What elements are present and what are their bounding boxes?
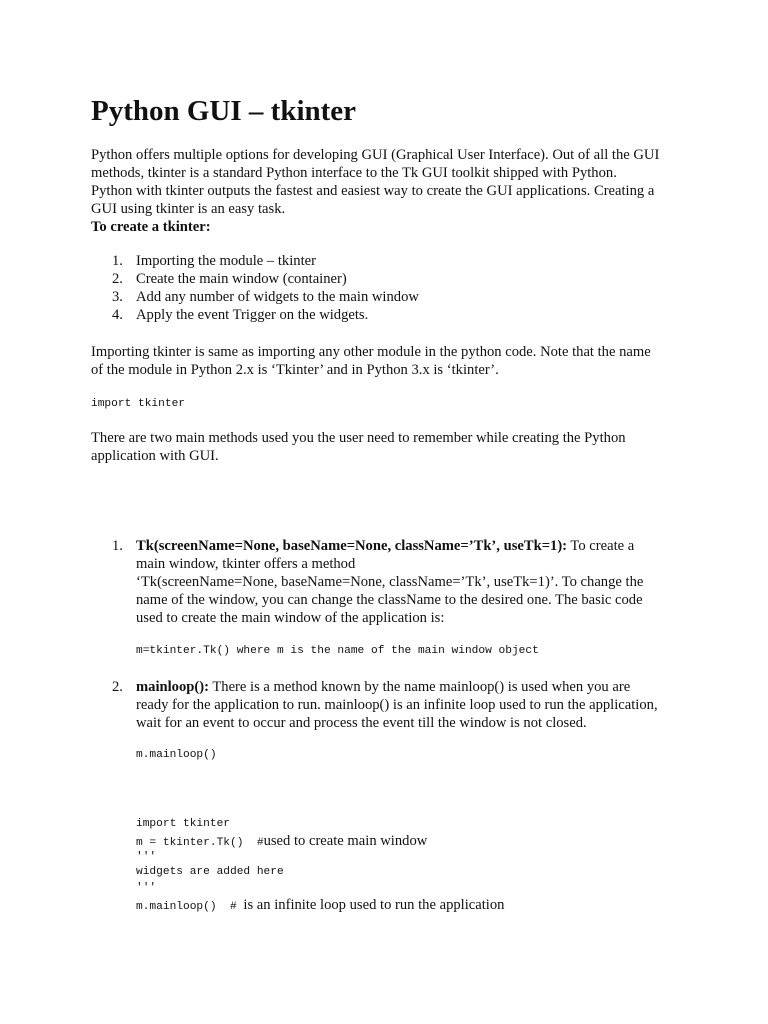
intro-subheading: To create a tkinter: [91,219,211,235]
methods-note-paragraph [91,429,691,465]
code-comment: is an infinite loop used to run the application [243,897,505,913]
paragraph-line: name of the window, you can change the className to the desired one. The basic code [136,592,643,608]
method-signature: Tk(screenName=None, baseName=None, className=’Tk’, useTk=1): [136,538,568,554]
paragraph-line: ready for the application to run. mainloop() is an infinite loop used to run the application, [136,697,658,713]
method-description [136,537,691,627]
list-item-text: Add any number of widgets to the main window [136,289,419,305]
method-first-line [136,537,691,555]
steps-list [91,252,671,324]
paragraph-line: wait for an event to occur and process the event till the window is not closed. [136,715,587,731]
list-item-text: Create the main window (container) [136,271,347,287]
list-number: 2. [112,271,123,287]
paragraph-line: application with GUI. [91,448,219,464]
paragraph-line: There are two main methods used you the user need to remember while creating the Python [91,430,626,446]
code-comment: used to create main window [263,833,428,849]
code-line [136,832,427,851]
paragraph-line: Importing tkinter is same as importing any other module in the python code. Note that the name [91,344,651,360]
code-line: widgets are added here [136,866,284,878]
list-number: 4. [112,307,123,323]
list-item [91,270,671,288]
list-item [91,252,671,270]
method-description [136,678,691,732]
code-line: ''' [136,851,157,863]
code-text: m.mainloop() # [136,901,244,913]
paragraph-line: main window, tkinter offers a method [136,556,356,572]
mainloop-code-snippet: m.mainloop() [136,749,217,761]
list-item [91,288,671,306]
intro-line: Python with tkinter outputs the fastest and easiest way to create the GUI applications. Creating a [91,183,655,199]
paragraph-line: of the module in Python 2.x is ‘Tkinter’ and in Python 3.x is ‘tkinter’. [91,362,499,378]
code-line [136,896,504,915]
list-number: 1. [112,253,123,269]
import-note-paragraph [91,343,691,379]
code-line: import tkinter [136,818,230,830]
intro-line: Python offers multiple options for developing GUI (Graphical User Interface). Out of all the GUI [91,147,660,163]
tk-code-snippet: m=tkinter.Tk() where m is the name of the main window object [136,645,539,657]
code-text: m = tkinter.Tk() # [136,837,264,849]
paragraph-line: ‘Tk(screenName=None, baseName=None, className=’Tk’, useTk=1)’. To change the [136,574,644,590]
method-signature: mainloop(): [136,679,209,695]
list-item-text: Apply the event Trigger on the widgets. [136,307,369,323]
list-number: 3. [112,289,123,305]
method-first-line-text: To create a [567,538,635,554]
import-code-snippet: import tkinter [91,398,185,410]
paragraph-line: used to create the main window of the application is: [136,610,445,626]
intro-line: GUI using tkinter is an easy task. [91,201,286,217]
list-number: 2. [112,679,123,695]
intro-paragraph [91,146,691,236]
intro-line: methods, tkinter is a standard Python interface to the Tk GUI toolkit shipped with Python. [91,165,617,181]
method-first-line [136,678,691,696]
list-item-text: Importing the module – tkinter [136,253,316,269]
page-title: Python GUI – tkinter [91,95,357,127]
list-item [91,306,671,324]
list-number: 1. [112,538,123,554]
code-line: ''' [136,882,157,894]
method-first-line-text: There is a method known by the name mainloop() is used when you are [208,679,631,695]
